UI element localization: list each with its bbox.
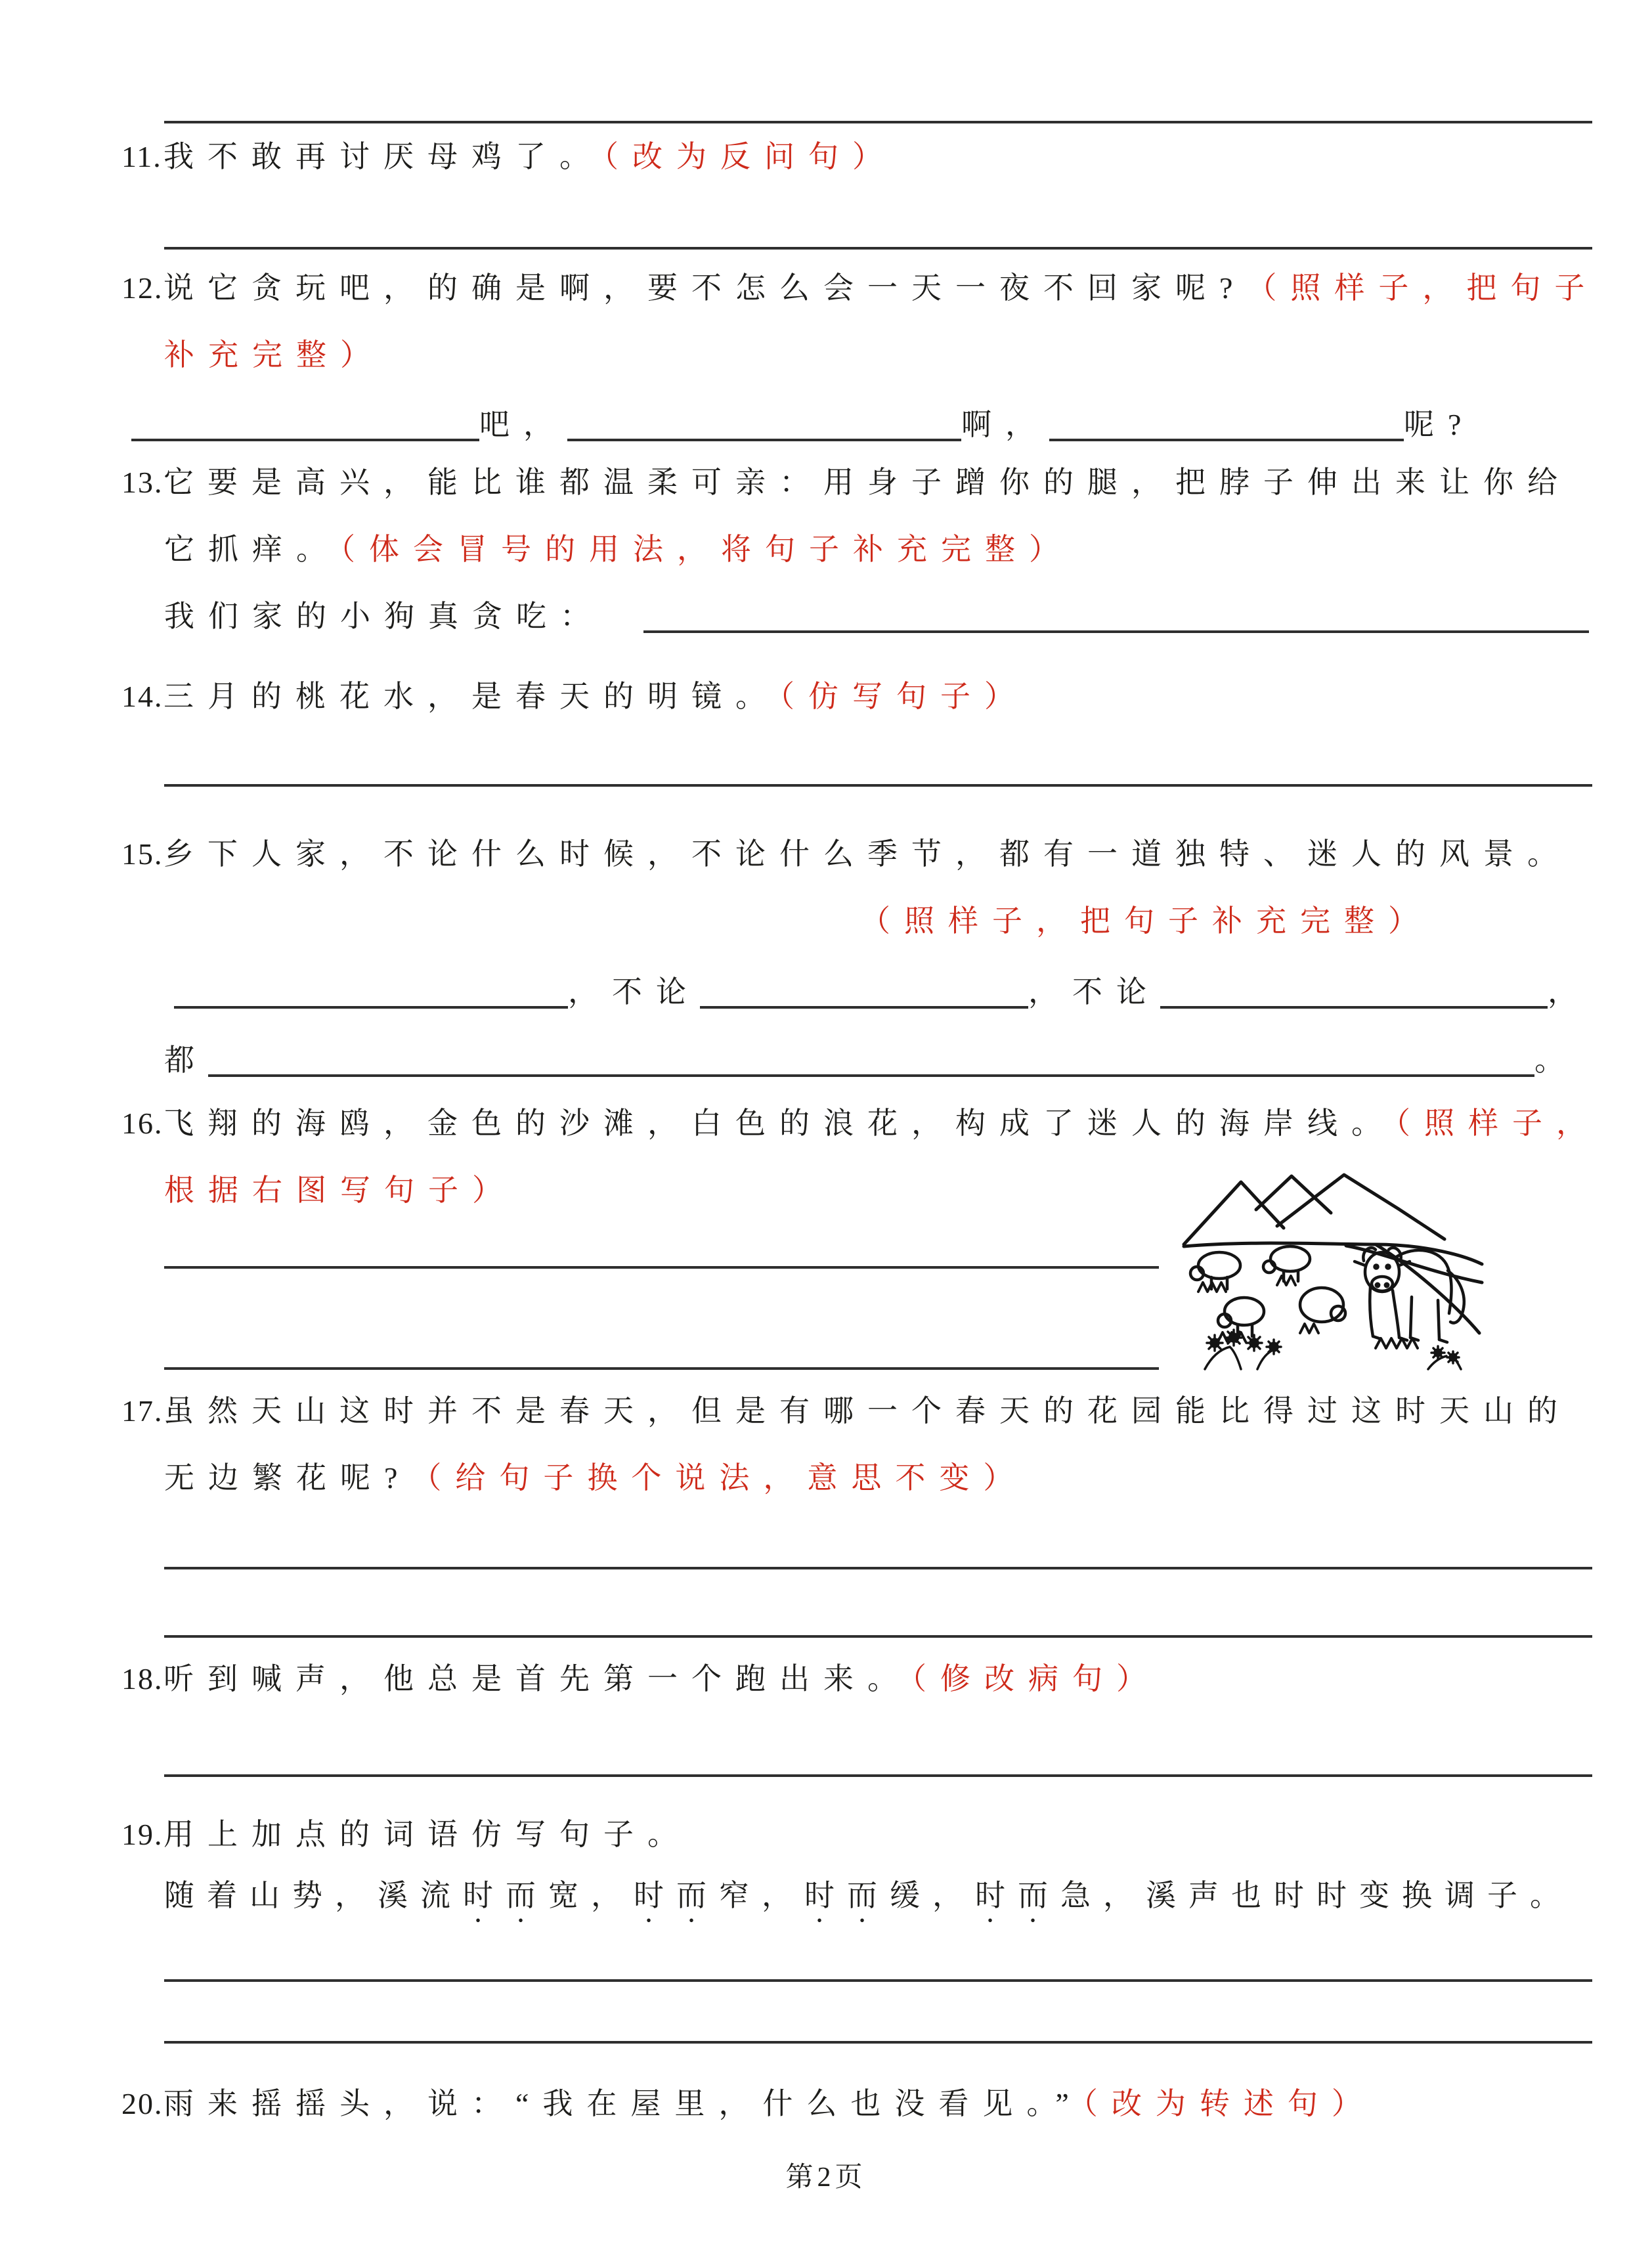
question-number: 16.	[121, 1107, 163, 1140]
answer-line[interactable]	[164, 784, 1592, 787]
question-text: 说它贪玩吧，的确是啊，要不怎么会一天一夜不回家呢?	[163, 271, 1247, 305]
answer-line[interactable]	[164, 1979, 1592, 1982]
question-number: 18.	[121, 1662, 163, 1696]
question-text: 它要是高兴，能比谁都温柔可亲：用身子蹭你的腿，把脖子伸出来让你给	[163, 466, 1571, 499]
question-17-line1	[121, 1392, 1571, 1430]
sentence-text: 窄，	[719, 1879, 804, 1912]
question-15-fill-row2	[164, 1036, 1578, 1080]
question-text: 飞翔的海鸥，金色的沙滩，白色的浪花，构成了迷人的海岸线。	[163, 1107, 1395, 1140]
question-16-line1	[121, 1105, 1600, 1143]
answer-line[interactable]	[164, 1774, 1592, 1777]
question-number: 20.	[121, 2087, 163, 2120]
question-text: 用上加点的词语仿写句子。	[163, 1818, 691, 1851]
question-text: 虽然天山这时并不是春天，但是有哪一个春天的花园能比得过这时天山的	[163, 1394, 1571, 1428]
sentence-text: 宽，	[548, 1879, 634, 1912]
fill-blank[interactable]	[174, 972, 568, 1009]
instruction-note: 补充完整）	[164, 338, 384, 372]
question-15-line1	[121, 835, 1571, 873]
pasture-illustration	[1179, 1146, 1487, 1372]
question-text: 它抓痒。	[164, 533, 340, 566]
question-11	[121, 138, 896, 176]
question-text: 无边繁花呢?	[164, 1461, 412, 1495]
instruction-note: （改为反问句）	[603, 140, 896, 173]
question-12-fill-row	[131, 401, 1475, 444]
fill-word: 都	[164, 1043, 208, 1077]
fill-blank[interactable]	[208, 1040, 1534, 1077]
question-13-prompt-row	[164, 596, 1589, 636]
question-19-title	[121, 1816, 691, 1854]
instruction-note: （照样子，	[1395, 1107, 1600, 1140]
sentence-text: 缓，	[890, 1879, 975, 1912]
instruction-note: 根据右图写句子）	[164, 1173, 516, 1207]
question-text: 三月的桃花水，是春天的明镜。	[163, 680, 779, 713]
sentence-text: 随着山势，溪流	[164, 1879, 463, 1912]
fill-word: 吧，	[479, 408, 567, 441]
instruction-note: （仿写句子）	[779, 680, 1028, 713]
question-17-line2	[164, 1459, 1027, 1497]
question-15-fill-row1	[174, 968, 1592, 1011]
instruction-note: （给句子换个说法，意思不变）	[411, 1461, 1028, 1495]
fill-word: 。	[1534, 1043, 1578, 1077]
question-number: 19.	[121, 1818, 163, 1851]
question-13-line1	[121, 464, 1571, 502]
fill-word: ，	[1548, 975, 1592, 1009]
emphasized-words: 时而	[634, 1879, 719, 1912]
question-number: 13.	[121, 466, 163, 499]
fill-blank[interactable]	[700, 972, 1028, 1009]
instruction-note: （照样子，把句子	[1246, 271, 1599, 305]
answer-line[interactable]	[164, 1567, 1592, 1569]
question-number: 17.	[121, 1394, 163, 1428]
sheep-icon	[1190, 1246, 1345, 1336]
answer-line[interactable]	[164, 1266, 1159, 1269]
answer-line[interactable]	[164, 247, 1592, 250]
fill-word: ，不论	[568, 975, 700, 1009]
question-15-note-row	[860, 902, 1432, 940]
question-text: 雨来摇摇头，说：“我在屋里，什么也没看见。”	[163, 2087, 1083, 2120]
question-text: 乡下人家，不论什么时候，不论什么季节，都有一道独特、迷人的风景。	[163, 837, 1571, 871]
fill-word: 呢?	[1404, 408, 1475, 441]
fill-blank[interactable]	[1049, 405, 1404, 441]
question-text: 我不敢再讨厌母鸡了。	[163, 140, 603, 173]
instruction-note: （修改病句）	[911, 1662, 1160, 1696]
question-14	[121, 678, 1028, 716]
question-number: 15.	[121, 837, 163, 871]
emphasized-words: 时而	[804, 1879, 890, 1912]
question-20	[121, 2085, 1376, 2123]
question-12-line2	[164, 336, 384, 374]
question-19-example-sentence	[164, 1877, 1573, 1929]
question-16-line2	[164, 1172, 516, 1210]
answer-line[interactable]	[164, 1635, 1592, 1638]
instruction-note: （体会冒号的用法，将句子补充完整）	[340, 533, 1073, 566]
question-13-line2	[164, 531, 1073, 569]
fill-word: 啊，	[961, 408, 1049, 441]
question-12-line1	[121, 269, 1598, 307]
question-number: 12.	[121, 271, 163, 305]
answer-line[interactable]	[164, 2041, 1592, 2044]
answer-line[interactable]	[164, 121, 1592, 123]
instruction-note: （照样子，把句子补充完整）	[860, 904, 1432, 938]
fill-blank[interactable]	[1160, 972, 1548, 1009]
fill-blank[interactable]	[567, 405, 961, 441]
page-number: 第2页	[785, 2162, 867, 2193]
question-number: 11.	[121, 140, 162, 173]
cow-icon	[1355, 1248, 1464, 1342]
sentence-text: 急，溪声也时时变换调子。	[1060, 1879, 1573, 1912]
fill-blank[interactable]	[643, 596, 1589, 633]
fill-blank[interactable]	[131, 405, 479, 441]
question-18	[121, 1660, 1160, 1698]
emphasized-words: 时而	[975, 1879, 1060, 1912]
answer-line[interactable]	[164, 1367, 1159, 1370]
question-number: 14.	[121, 680, 163, 713]
fill-word: ，不论	[1028, 975, 1160, 1009]
emphasized-words: 时而	[463, 1879, 548, 1912]
instruction-note: （改为转述句）	[1082, 2087, 1376, 2120]
question-text: 听到喊声，他总是首先第一个跑出来。	[163, 1662, 911, 1696]
prompt-text: 我们家的小狗真贪吃：	[164, 600, 604, 633]
